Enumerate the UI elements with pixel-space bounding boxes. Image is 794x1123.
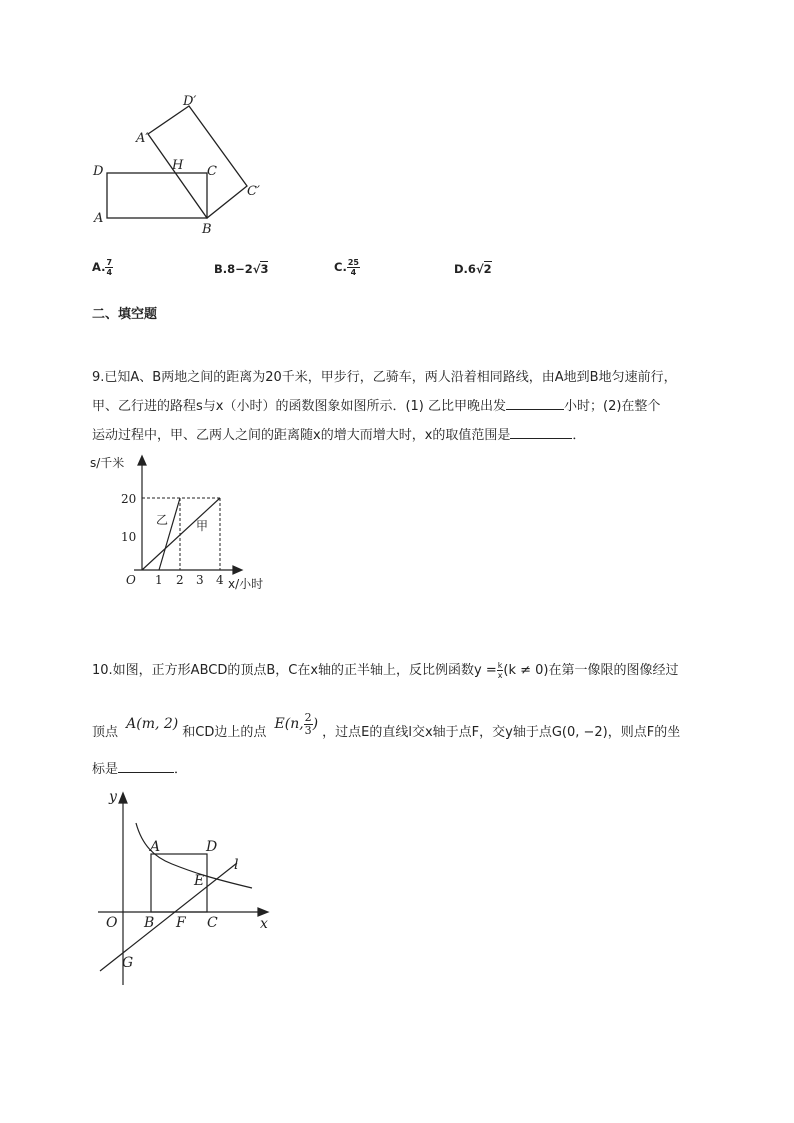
- label-C: C: [207, 164, 217, 179]
- q10-line2: [92, 712, 732, 753]
- sqrt-symbol: √: [475, 262, 484, 276]
- option-d[interactable]: [454, 262, 492, 276]
- y-axis-arrow: [138, 456, 146, 465]
- label-D: D: [93, 164, 104, 179]
- x-tick-2: 2: [176, 573, 184, 587]
- q9-distance-time-graph: [88, 452, 308, 594]
- q9-answer-blank-2[interactable]: [510, 425, 572, 439]
- radicand: 2: [483, 262, 492, 276]
- x-axis-arrow: [233, 566, 242, 574]
- fraction: $\frac{7}{4}$: [106, 258, 113, 277]
- radicand: 3: [260, 262, 269, 276]
- label-F: F: [176, 915, 186, 931]
- q9-line2: [92, 392, 712, 421]
- x-tick-1: 1: [155, 573, 163, 587]
- origin-label: O: [126, 573, 136, 587]
- label-E: E: [194, 873, 205, 889]
- rect-ABCD: [107, 173, 207, 218]
- label-y: y: [109, 789, 117, 805]
- k-over-x-fraction: $\frac{k}{x}$: [497, 661, 503, 680]
- q10-line2-part2: 和CD边上的点: [182, 725, 267, 740]
- q10-line1-part1: 10.如图，正方形ABCD的顶点B，C在x轴的正半轴上，反比例函数y =: [92, 663, 497, 678]
- label-A: A: [94, 211, 104, 226]
- section-title: 二、填空题: [92, 307, 158, 322]
- y-tick-20: 20: [121, 492, 137, 506]
- label-G: G: [122, 955, 134, 971]
- q10-line3-part2: ．: [174, 762, 188, 777]
- q10-line3-part1: 标是: [92, 762, 119, 777]
- option-b[interactable]: [214, 262, 268, 276]
- x-axis-label: x/小时: [228, 577, 264, 591]
- q8-rectangle-rotation-figure: [85, 90, 275, 240]
- option-text: 8−2: [227, 262, 253, 276]
- sqrt-symbol: √: [252, 262, 261, 276]
- option-letter: C.: [334, 260, 347, 274]
- q9-line2-part1: 甲、乙行进的路程s与x（小时）的函数图象如图所示．(1) 乙比甲晚出发: [92, 399, 507, 414]
- label-O: O: [106, 915, 118, 931]
- option-text: 6: [467, 262, 476, 276]
- label-C-prime: C′: [247, 184, 260, 199]
- y-tick-10: 10: [121, 530, 137, 544]
- yi-line: [159, 498, 180, 570]
- q10-line2-part3: ，过点E的直线l交x轴于点F，交y轴于点G(0, −2)，则点F的坐: [322, 725, 681, 740]
- label-D: D: [206, 839, 218, 855]
- label-C: C: [207, 915, 218, 931]
- point-E-expression: E(n, $\frac{2}{3}$ ): [274, 710, 319, 737]
- label-D-prime: D′: [183, 94, 197, 109]
- q9-line3: [92, 421, 712, 450]
- fraction: $\frac{25}{4}$: [347, 258, 359, 277]
- q10-square-hyperbola-figure: [92, 785, 277, 990]
- q9-line2-part2: 小时；(2)在整个: [564, 399, 661, 414]
- x-tick-3: 3: [196, 573, 204, 587]
- q10-line3: [92, 755, 712, 784]
- option-c[interactable]: [334, 258, 360, 277]
- label-A: A: [150, 839, 161, 855]
- q9-text: [92, 363, 712, 450]
- label-jia: 甲: [196, 519, 209, 533]
- y-axis-label: s/千米: [90, 456, 125, 470]
- rect-A'BC'D': [148, 106, 247, 218]
- label-A-prime: A′: [136, 131, 149, 146]
- q9-line1: 9.已知A、B两地之间的距离为20千米，甲步行，乙骑车，两人沿着相同路线，由A地到B地匀速前行，: [92, 370, 677, 385]
- q9-answer-blank-1[interactable]: [506, 396, 564, 410]
- q10-line1: [92, 656, 712, 685]
- option-letter: D.: [454, 262, 468, 276]
- label-H: H: [172, 158, 184, 173]
- q10-answer-blank[interactable]: [118, 759, 174, 773]
- label-B: B: [144, 915, 155, 931]
- option-a[interactable]: [92, 258, 113, 277]
- label-l: l: [234, 857, 239, 873]
- x-tick-4: 4: [216, 573, 224, 587]
- q9-line3-part1: 运动过程中，甲、乙两人之间的距离随x的增大而增大时，x的取值范围是: [92, 428, 511, 443]
- option-letter: A.: [92, 260, 106, 274]
- label-x: x: [260, 916, 268, 932]
- label-B: B: [202, 222, 212, 237]
- q9-line3-part2: ．: [572, 428, 586, 443]
- option-letter: B.: [214, 262, 228, 276]
- jia-line: [142, 498, 220, 570]
- y-axis-arrow: [119, 793, 127, 803]
- label-yi: 乙: [156, 513, 169, 527]
- x-axis-arrow: [258, 908, 268, 916]
- point-A-expression: A(m, 2): [126, 716, 179, 732]
- q10-line2-part1: 顶点: [92, 725, 119, 740]
- q10-line1-part2: (k ≠ 0)在第一像限的图像经过: [503, 663, 679, 678]
